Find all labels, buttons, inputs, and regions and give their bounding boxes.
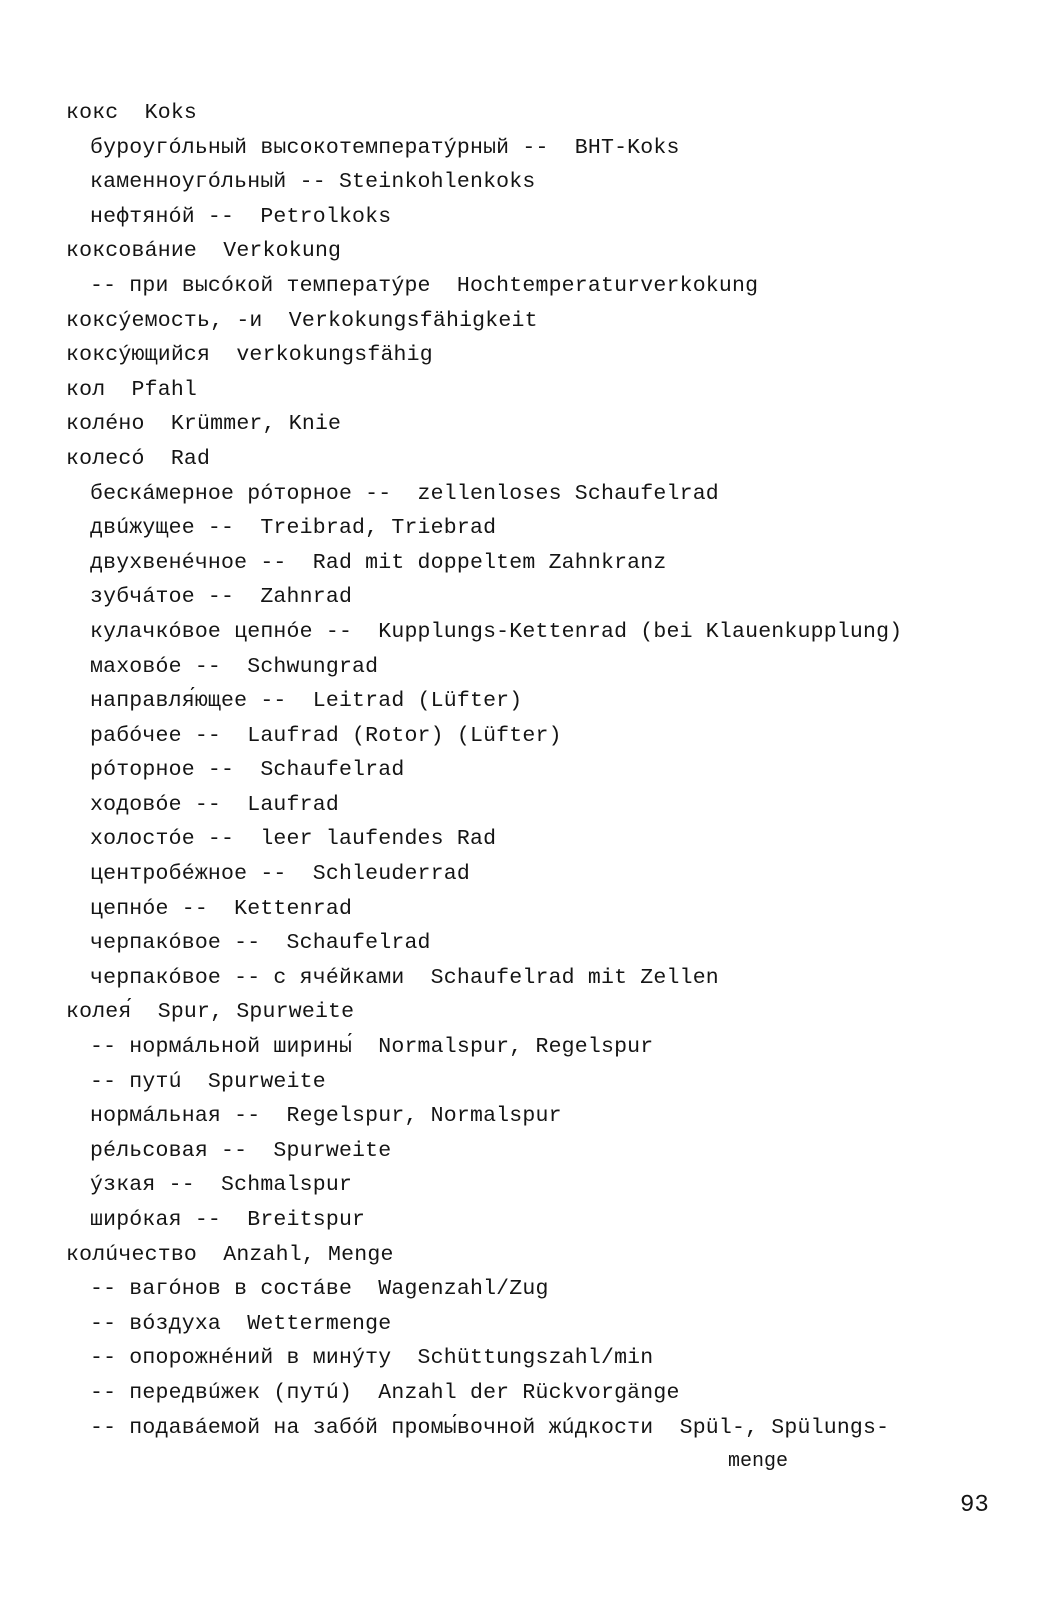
entry-subentry: -- при высóкой температýре Hochtemperaturverkokung bbox=[90, 273, 759, 298]
entry-headword: колесó Rad bbox=[66, 446, 211, 471]
entry-subentry: кулачкóвое цепнóе -- Kupplungs-Kettenrad (bei Klauenkupplung) bbox=[90, 619, 903, 644]
entry-subentry: -- подавáемой на забóй промы́вочной жúдкости Spül-, Spülungs- bbox=[90, 1415, 890, 1440]
entry-subentry: черпакóвое -- Schaufelrad bbox=[90, 931, 431, 956]
entry-subentry: нефтянóй -- Petrolkoks bbox=[90, 204, 392, 229]
entry-headword: кол Pfahl bbox=[66, 377, 198, 402]
entry-subentry: зубчáтое -- Zahnrad bbox=[90, 585, 353, 610]
entry-headword: колúчество Anzahl, Menge bbox=[66, 1242, 394, 1267]
entry-subentry: -- опорожнéний в минýту Schüttungszahl/min bbox=[90, 1346, 654, 1371]
entry-subentry: буроугóльный высокотемператýрный -- BHT-Koks bbox=[90, 135, 680, 160]
entry-subentry: каменноугóльный -- Steinkohlenkoks bbox=[90, 170, 536, 195]
entry-subentry: бескáмерное рóторное -- zellenloses Schaufelrad bbox=[90, 481, 719, 506]
entry-subentry: -- нормáльной ширины́ Normalspur, Regelspur bbox=[90, 1035, 654, 1060]
entry-subentry: ходовóе -- Laufrad bbox=[90, 792, 339, 817]
entry-headword: коксýемость, -и Verkokungsfähigkeit bbox=[66, 308, 538, 333]
entry-subentry: -- передвúжек (путú) Anzahl der Rückvorgänge bbox=[90, 1380, 680, 1405]
entry-subentry: черпакóвое -- с ячéйками Schaufelrad mit Zellen bbox=[90, 965, 719, 990]
entry-subentry: центробéжное -- Schleuderrad bbox=[90, 862, 470, 887]
entry-subentry: двухвенéчное -- Rad mit doppeltem Zahnkranz bbox=[90, 550, 667, 575]
entry-subentry: маховóе -- Schwungrad bbox=[90, 654, 379, 679]
entry-subentry: ширóкая -- Breitspur bbox=[90, 1208, 366, 1232]
entry-subentry: рóторное -- Schaufelrad bbox=[90, 758, 405, 783]
entry-headword: колéно Krümmer, Knie bbox=[66, 412, 342, 437]
entry-subentry: холостóе -- leer laufendes Rad bbox=[90, 827, 497, 852]
entry-subentry: двúжущее -- Treibrad, Triebrad bbox=[90, 516, 497, 541]
entry-headword: коксовáние Verkokung bbox=[66, 239, 342, 264]
entry-subentry: цепнóе -- Kettenrad bbox=[90, 896, 353, 921]
entry-headword: колея́ Spur, Spurweite bbox=[66, 1000, 355, 1025]
entry-subentry: -- вóздуха Wettermenge bbox=[90, 1311, 392, 1336]
entry-headword: коксýющийся verkokungsfähig bbox=[66, 343, 433, 368]
entry-list bbox=[66, 96, 966, 1479]
entry-subentry: нормáльная -- Regelspur, Normalspur bbox=[90, 1104, 562, 1129]
entry-headword: кокс Koks bbox=[66, 101, 198, 125]
entry-continuation: menge bbox=[728, 1450, 789, 1474]
page-number: 93 bbox=[960, 1492, 989, 1519]
entry-subentry: ýзкая -- Schmalspur bbox=[90, 1173, 353, 1198]
entry-subentry: направля́ющее -- Leitrad (Lüfter) bbox=[90, 689, 523, 714]
entry-subentry: -- путú Spurweite bbox=[90, 1069, 326, 1094]
entry-subentry: рабóчее -- Laufrad (Rotor) (Lüfter) bbox=[90, 723, 562, 748]
entry-subentry: -- вагóнов в состáве Wagenzahl/Zug bbox=[90, 1277, 549, 1302]
entry-subentry: рéльсовая -- Spurweite bbox=[90, 1138, 392, 1163]
